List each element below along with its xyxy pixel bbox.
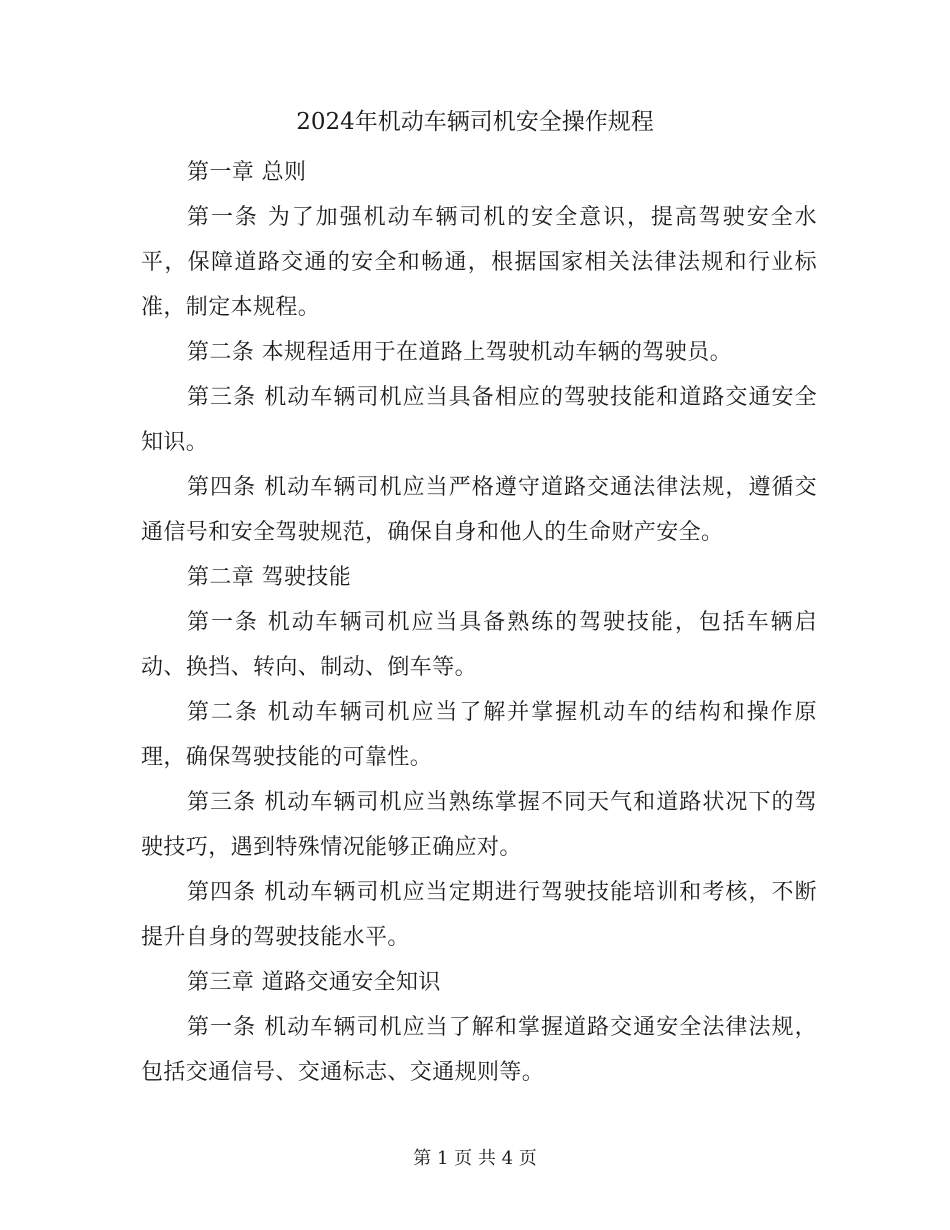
chapter-2-article-2: 第二条 机动车辆司机应当了解并掌握机动车的结构和操作原理，确保驾驶技能的可靠性。 xyxy=(141,700,817,770)
page-number-footer: 第 1 页 共 4 页 xyxy=(413,1148,537,1169)
chapter-2-heading: 第二章 驾驶技能 xyxy=(187,565,352,590)
document-title: 2024年机动车辆司机安全操作规程 xyxy=(296,109,654,135)
chapter-1-heading: 第一章 总则 xyxy=(187,160,307,185)
chapter-1-article-3: 第三条 机动车辆司机应当具备相应的驾驶技能和道路交通安全知识。 xyxy=(141,385,817,455)
chapter-1-article-4: 第四条 机动车辆司机应当严格遵守道路交通法律法规，遵循交通信号和安全驾驶规范，确保自身和他人的生命财产安全。 xyxy=(141,475,817,545)
chapter-3-article-1: 第一条 机动车辆司机应当了解和掌握道路交通安全法律法规，包括交通信号、交通标志、交通规则等。 xyxy=(141,1015,817,1085)
chapter-2-article-1: 第一条 机动车辆司机应当具备熟练的驾驶技能，包括车辆启动、换挡、转向、制动、倒车等。 xyxy=(141,610,817,680)
chapter-1-article-2: 第二条 本规程适用于在道路上驾驶机动车辆的驾驶员。 xyxy=(187,340,732,365)
chapter-1-article-1: 第一条 为了加强机动车辆司机的安全意识，提高驾驶安全水平，保障道路交通的安全和畅通，根据国家相关法律法规和行业标准，制定本规程。 xyxy=(141,205,817,320)
document-body xyxy=(141,150,817,1095)
chapter-2-article-3: 第三条 机动车辆司机应当熟练掌握不同天气和道路状况下的驾驶技巧，遇到特殊情况能够正确应对。 xyxy=(141,790,817,860)
chapter-2-article-4: 第四条 机动车辆司机应当定期进行驾驶技能培训和考核，不断提升自身的驾驶技能水平。 xyxy=(141,880,817,950)
chapter-3-heading: 第三章 道路交通安全知识 xyxy=(187,970,441,995)
